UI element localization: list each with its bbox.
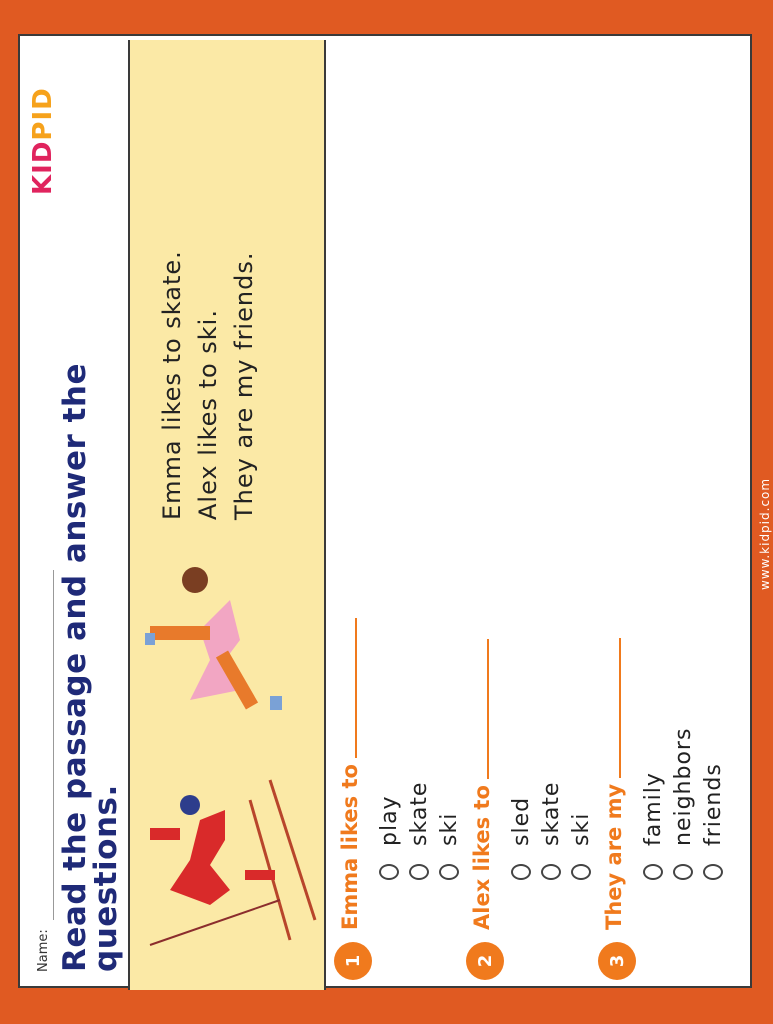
question-prompt: They are my	[602, 783, 626, 930]
passage-box	[130, 40, 326, 990]
answer-option[interactable]	[404, 782, 434, 880]
option-label: play	[376, 795, 402, 846]
radio-circle[interactable]	[541, 864, 561, 880]
passage-line: Alex likes to ski.	[194, 309, 222, 520]
option-label: family	[640, 772, 666, 846]
question-text	[470, 639, 494, 930]
answer-option[interactable]	[566, 813, 596, 880]
question-number: 3	[598, 942, 636, 980]
worksheet	[18, 34, 752, 988]
radio-circle[interactable]	[571, 864, 591, 880]
kidpid-logo	[28, 87, 58, 195]
answer-blank	[619, 638, 621, 778]
logo-part-kid: KID	[28, 140, 58, 195]
passage-line: They are my friends.	[230, 251, 258, 520]
name-label: Name:	[36, 929, 51, 972]
radio-circle[interactable]	[511, 864, 531, 880]
radio-circle[interactable]	[673, 864, 693, 880]
answer-option[interactable]	[698, 763, 728, 880]
footer	[754, 22, 773, 990]
skiers-illustration	[130, 540, 326, 960]
radio-circle[interactable]	[379, 864, 399, 880]
question-prompt: Alex likes to	[470, 785, 494, 930]
option-label: ski	[436, 812, 462, 846]
question-number: 1	[334, 942, 372, 980]
name-field[interactable]	[53, 570, 54, 920]
radio-circle[interactable]	[643, 864, 663, 880]
passage-line: Emma likes to skate.	[158, 250, 186, 520]
answer-option[interactable]	[638, 772, 668, 880]
radio-circle[interactable]	[409, 864, 429, 880]
option-label: skate	[406, 781, 432, 846]
radio-circle[interactable]	[703, 864, 723, 880]
option-label: friends	[700, 763, 726, 846]
answer-option[interactable]	[374, 795, 404, 880]
question-text	[602, 638, 626, 930]
answer-blank	[487, 639, 489, 779]
option-label: skate	[538, 781, 564, 846]
answer-blank	[355, 618, 357, 758]
question-prompt: Emma likes to	[338, 764, 362, 930]
answer-option[interactable]	[506, 797, 536, 880]
radio-circle[interactable]	[439, 864, 459, 880]
answer-option[interactable]	[668, 728, 698, 880]
option-label: neighbors	[670, 727, 696, 846]
footer-url[interactable]: www.kidpid.com	[758, 477, 772, 590]
option-label: sled	[508, 796, 534, 846]
page-title: Read the passage and answer the questions.	[57, 362, 124, 972]
worksheet-content	[20, 36, 754, 990]
question-text	[338, 618, 362, 930]
option-label: ski	[568, 812, 594, 846]
passage-text	[154, 250, 262, 520]
question-number: 2	[466, 942, 504, 980]
answer-option[interactable]	[536, 782, 566, 880]
logo-part-pid: PID	[28, 87, 58, 141]
header	[20, 40, 130, 990]
answer-option[interactable]	[434, 813, 464, 880]
